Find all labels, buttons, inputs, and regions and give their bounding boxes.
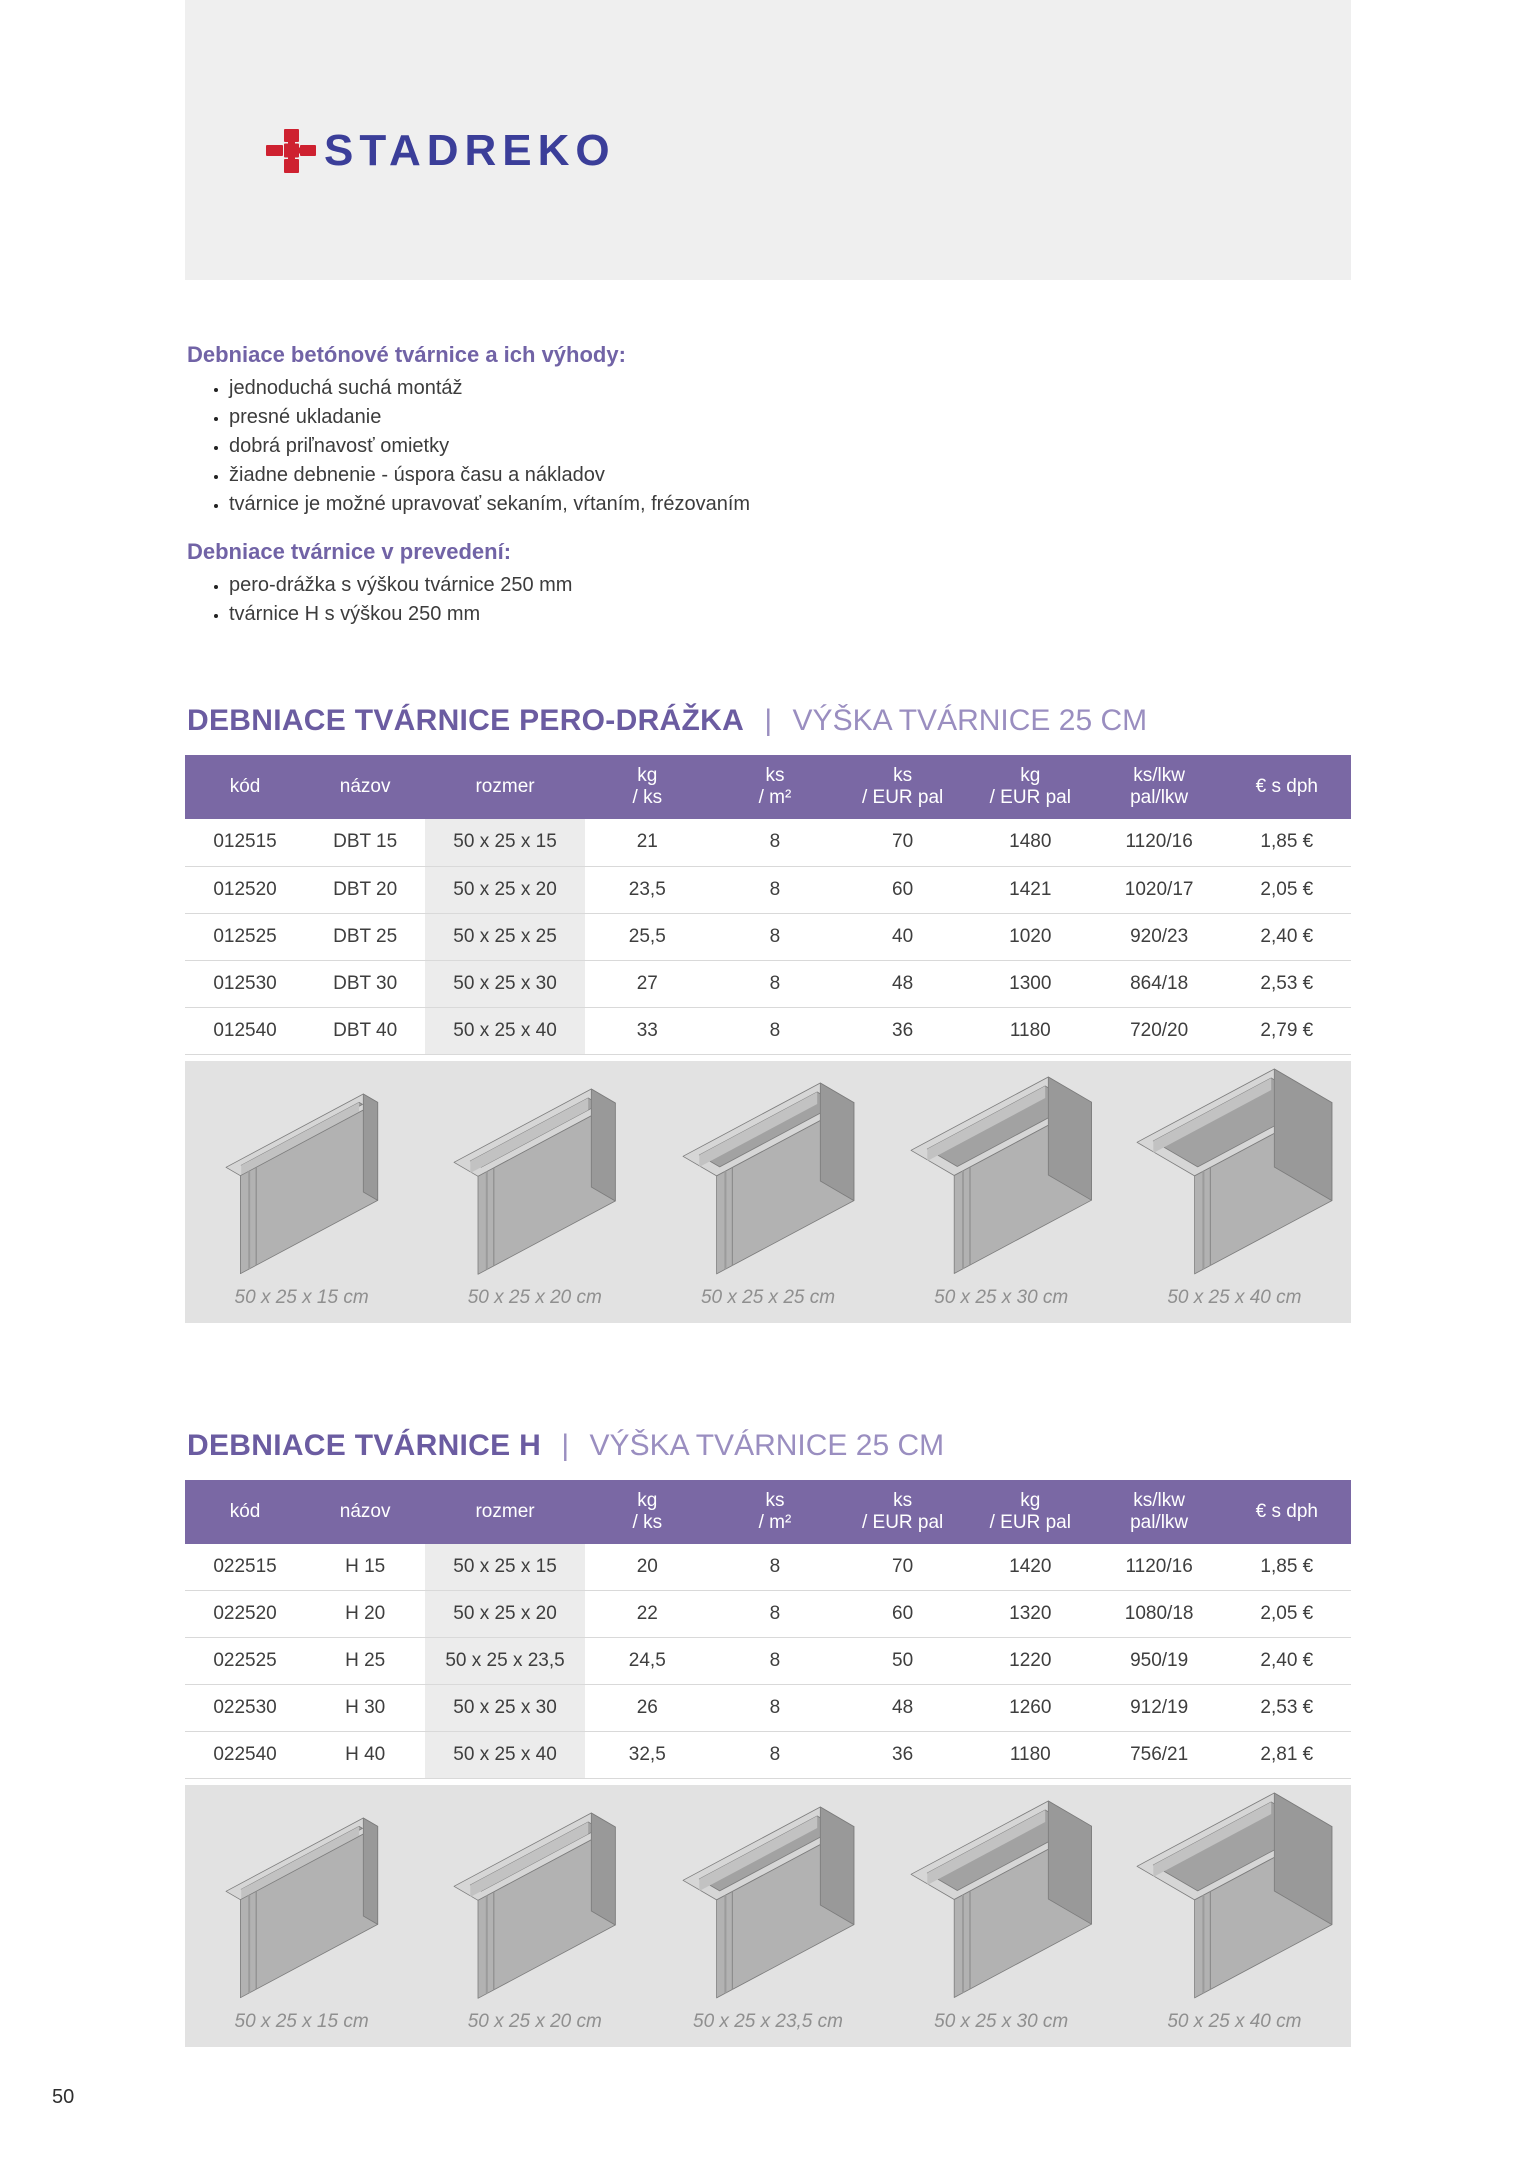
table-cell: 1480 [965, 819, 1096, 866]
column-header: názov [305, 1480, 425, 1544]
table-cell: H 15 [305, 1544, 425, 1591]
table-cell: H 40 [305, 1732, 425, 1779]
table-cell: 920/23 [1096, 913, 1223, 960]
product-image-strip [185, 1061, 1351, 1323]
table-cell: 022515 [185, 1544, 305, 1591]
section-title-separator: | [764, 704, 773, 737]
table-cell: 8 [710, 960, 841, 1007]
bullet-item: • tvárnice je možné upravovať sekaním, vŕtaním, frézovaním [229, 490, 1351, 519]
bullet-item: • dobrá priľnavosť omietky [229, 432, 1351, 461]
table-row [185, 1591, 1351, 1638]
table-cell: 1020 [965, 913, 1096, 960]
size-caption: 50 x 25 x 30 cm [934, 2011, 1069, 2032]
table-cell: 50 [840, 1638, 965, 1685]
table-header [185, 755, 1351, 819]
table-cell: 8 [710, 866, 841, 913]
table-cell: DBT 40 [305, 1007, 425, 1054]
table-cell: 1,85 € [1223, 1544, 1351, 1591]
table-cell: 012530 [185, 960, 305, 1007]
block-3d-image [223, 1815, 381, 2001]
product-figure [185, 1815, 418, 2047]
table-cell: 21 [585, 819, 710, 866]
header-band [185, 0, 1351, 280]
table-row [185, 1732, 1351, 1779]
column-header: kód [185, 755, 305, 819]
bullet-item: • tvárnice H s výškou 250 mm [229, 600, 1351, 629]
product-figure [418, 1810, 651, 2047]
table-cell: 1260 [965, 1685, 1096, 1732]
table-cell: 33 [585, 1007, 710, 1054]
table-cell: 50 x 25 x 15 [425, 819, 585, 866]
table-cell: 70 [840, 819, 965, 866]
section-title [187, 703, 1351, 739]
table-cell: 8 [710, 1685, 841, 1732]
table-cell: 1320 [965, 1591, 1096, 1638]
table-cell: 8 [710, 819, 841, 866]
intro-variants [185, 539, 1351, 629]
column-header: kg / EUR pal [965, 755, 1096, 819]
table-cell: 2,53 € [1223, 1685, 1351, 1732]
table-cell: DBT 30 [305, 960, 425, 1007]
table-cell: 022520 [185, 1591, 305, 1638]
size-caption: 50 x 25 x 25 cm [700, 1286, 836, 1308]
table-cell: 8 [710, 913, 841, 960]
table-cell: 8 [710, 1638, 841, 1685]
table-cell: 1220 [965, 1638, 1096, 1685]
table-cell: 1020/17 [1096, 866, 1223, 913]
table-cell: 50 x 25 x 23,5 [425, 1638, 585, 1685]
table-cell: 8 [710, 1007, 841, 1054]
table-cell: 48 [840, 960, 965, 1007]
bullet-item: • jednoduchá suchá montáž [229, 374, 1351, 403]
section-title-main: DEBNIACE TVÁRNICE PERO-DRÁŽKA [187, 704, 745, 737]
advantages-list [187, 374, 1351, 519]
column-header: ks/lkw pal/lkw [1096, 1480, 1223, 1544]
table-header [185, 1480, 1351, 1544]
intro-advantages [185, 342, 1351, 519]
column-header: € s dph [1223, 1480, 1351, 1544]
column-header: rozmer [425, 755, 585, 819]
table-cell: 24,5 [585, 1638, 710, 1685]
column-header: ks / EUR pal [840, 1480, 965, 1544]
table-cell: 60 [840, 866, 965, 913]
block-3d-image [1134, 1790, 1335, 2001]
table-cell: 022525 [185, 1638, 305, 1685]
table-cell: 2,05 € [1223, 1591, 1351, 1638]
product-figure [1118, 1066, 1351, 1323]
column-header: názov [305, 755, 425, 819]
table-cell: 1421 [965, 866, 1096, 913]
table-cell: 50 x 25 x 30 [425, 960, 585, 1007]
table-cell: 25,5 [585, 913, 710, 960]
table-cell: DBT 20 [305, 866, 425, 913]
table-cell: 756/21 [1096, 1732, 1223, 1779]
table-cell: 2,40 € [1223, 1638, 1351, 1685]
column-header: kg / EUR pal [965, 1480, 1096, 1544]
table-cell: 012525 [185, 913, 305, 960]
product-figure [651, 1080, 884, 1323]
product-figure [1118, 1790, 1351, 2047]
block-3d-image [1134, 1066, 1335, 1277]
table-cell: 20 [585, 1544, 710, 1591]
block-3d-image [908, 1074, 1094, 1277]
table-cell: 912/19 [1096, 1685, 1223, 1732]
table-cell: 2,40 € [1223, 913, 1351, 960]
table-cell: 022540 [185, 1732, 305, 1779]
table-cell: 27 [585, 960, 710, 1007]
table-cell: 60 [840, 1591, 965, 1638]
table-cell: 1,85 € [1223, 819, 1351, 866]
table-cell: 1180 [965, 1732, 1096, 1779]
table-cell: 1120/16 [1096, 819, 1223, 866]
column-header: rozmer [425, 1480, 585, 1544]
table-cell: 2,53 € [1223, 960, 1351, 1007]
table-cell: DBT 15 [305, 819, 425, 866]
block-3d-image [223, 1091, 381, 1277]
size-caption: 50 x 25 x 30 cm [934, 1286, 1069, 1308]
bullet-item: • presné ukladanie [229, 403, 1351, 432]
catalog-page-content [185, 0, 1351, 2047]
product-figure [651, 1804, 884, 2047]
table-cell: 50 x 25 x 20 [425, 1591, 585, 1638]
column-header: € s dph [1223, 755, 1351, 819]
section-title-sub: VÝŠKA TVÁRNICE 25 CM [792, 704, 1148, 737]
table-cell: 022530 [185, 1685, 305, 1732]
product-figure [885, 1074, 1118, 1323]
column-header: ks / m² [710, 755, 841, 819]
table-row [185, 1544, 1351, 1591]
block-3d-image [908, 1798, 1094, 2001]
logo-text: STADREKO [324, 126, 616, 175]
block-3d-image [451, 1086, 618, 1277]
table-cell: H 25 [305, 1638, 425, 1685]
table-cell: 23,5 [585, 866, 710, 913]
table-cell: 48 [840, 1685, 965, 1732]
table-cell: 36 [840, 1732, 965, 1779]
section-title [187, 1428, 1351, 1464]
product-table [185, 1480, 1351, 1780]
table-cell: DBT 25 [305, 913, 425, 960]
table-cell: 2,81 € [1223, 1732, 1351, 1779]
logo-blocks-icon [265, 128, 317, 174]
table-cell: 2,05 € [1223, 866, 1351, 913]
table-row [185, 819, 1351, 866]
table-cell: 32,5 [585, 1732, 710, 1779]
table-cell: 950/19 [1096, 1638, 1223, 1685]
column-header: ks / EUR pal [840, 755, 965, 819]
table-cell: 8 [710, 1591, 841, 1638]
logo [265, 128, 616, 174]
bullet-item: • žiadne debnenie - úspora času a nákladov [229, 461, 1351, 490]
table-row [185, 1685, 1351, 1732]
table-cell: 50 x 25 x 40 [425, 1007, 585, 1054]
table-cell: 8 [710, 1544, 841, 1591]
intro-heading: Debniace betónové tvárnice a ich výhody: [187, 342, 626, 367]
column-header: kg / ks [585, 1480, 710, 1544]
section-pero-drazka [185, 703, 1351, 1323]
table-cell: 1420 [965, 1544, 1096, 1591]
section-title-sub: VÝŠKA TVÁRNICE 25 CM [589, 1428, 945, 1462]
table-row [185, 1638, 1351, 1685]
table-cell: 012520 [185, 866, 305, 913]
product-figure [885, 1798, 1118, 2047]
table-cell: 22 [585, 1591, 710, 1638]
intro-heading-2: Debniace tvárnice v prevedení: [187, 539, 512, 564]
size-caption: 50 x 25 x 20 cm [467, 2011, 602, 2032]
table-cell: 50 x 25 x 25 [425, 913, 585, 960]
table-row [185, 913, 1351, 960]
table-cell: 50 x 25 x 15 [425, 1544, 585, 1591]
table-cell: 8 [710, 1732, 841, 1779]
size-caption: 50 x 25 x 15 cm [234, 1286, 369, 1308]
column-header: kód [185, 1480, 305, 1544]
size-caption: 50 x 25 x 20 cm [467, 1286, 602, 1308]
variants-list [187, 571, 1351, 629]
table-cell: 50 x 25 x 40 [425, 1732, 585, 1779]
table-row [185, 1007, 1351, 1054]
column-header: kg / ks [585, 755, 710, 819]
table-cell: 720/20 [1096, 1007, 1223, 1054]
size-caption: 50 x 25 x 40 cm [1167, 2011, 1302, 2032]
size-caption: 50 x 25 x 40 cm [1167, 1286, 1302, 1308]
table-cell: 50 x 25 x 30 [425, 1685, 585, 1732]
bullet-item: • pero-drážka s výškou tvárnice 250 mm [229, 571, 1351, 600]
table-cell: H 20 [305, 1591, 425, 1638]
table-cell: 012515 [185, 819, 305, 866]
table-cell: 012540 [185, 1007, 305, 1054]
size-caption: 50 x 25 x 15 cm [234, 2011, 369, 2032]
section-title-separator: | [561, 1428, 570, 1462]
table-cell: 1120/16 [1096, 1544, 1223, 1591]
product-image-strip [185, 1785, 1351, 2047]
table-cell: 1300 [965, 960, 1096, 1007]
column-header: ks/lkw pal/lkw [1096, 755, 1223, 819]
section-title-main: DEBNIACE TVÁRNICE H [187, 1428, 542, 1462]
table-cell: 1080/18 [1096, 1591, 1223, 1638]
column-header: ks / m² [710, 1480, 841, 1544]
block-3d-image [680, 1080, 857, 1277]
table-cell: 36 [840, 1007, 965, 1054]
product-figure [418, 1086, 651, 1323]
page-number: 50 [52, 2086, 75, 2108]
section-tvarnice-h [185, 1428, 1351, 2048]
table-cell: 70 [840, 1544, 965, 1591]
table-cell: 2,79 € [1223, 1007, 1351, 1054]
table-cell: 50 x 25 x 20 [425, 866, 585, 913]
table-cell: 26 [585, 1685, 710, 1732]
table-row [185, 866, 1351, 913]
table-cell: 1180 [965, 1007, 1096, 1054]
block-3d-image [680, 1804, 857, 2001]
size-caption: 50 x 25 x 23,5 cm [693, 2011, 843, 2032]
table-cell: H 30 [305, 1685, 425, 1732]
table-cell: 864/18 [1096, 960, 1223, 1007]
table-row [185, 960, 1351, 1007]
product-table [185, 755, 1351, 1055]
table-cell: 40 [840, 913, 965, 960]
product-figure [185, 1091, 418, 1323]
block-3d-image [451, 1810, 618, 2001]
